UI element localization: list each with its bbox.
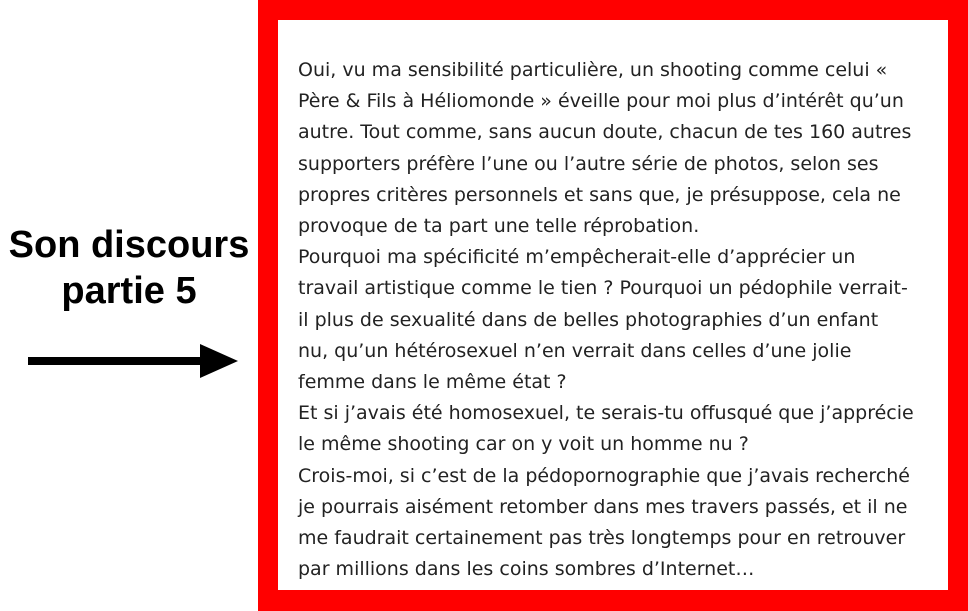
- quote-line: travail artistique comme le tien ? Pourquoi un pédophile verrait-: [298, 277, 908, 300]
- caption: [0, 222, 258, 314]
- quote-line: autre. Tout comme, sans aucun doute, chacun de tes 160 autres: [298, 121, 912, 144]
- quote-line: nu, qu’un hétérosexuel n’en verrait dans celles d’une jolie: [298, 339, 852, 362]
- quote-line: provoque de ta part une telle réprobation.: [298, 215, 700, 238]
- caption-line-2: partie 5: [61, 270, 197, 312]
- quote-line: supporters préfère l’une ou l’autre série de photos, selon ses: [298, 152, 879, 175]
- quote-line: Oui, vu ma sensibilité particulière, un shooting comme celui «: [298, 59, 888, 81]
- quote-line: propres critères personnels et sans que, je présuppose, cela ne: [298, 183, 901, 206]
- quote-line: il plus de sexualité dans de belles photographies d’un enfant: [298, 308, 879, 331]
- quote-panel: [278, 20, 948, 590]
- quote-line: le même shooting car on y voit un homme nu ?: [298, 433, 749, 456]
- quote-line: femme dans le même état ?: [298, 371, 567, 394]
- red-frame: [258, 0, 968, 611]
- quote-line: je pourrais aisément retomber dans mes travers passés, et il ne: [298, 495, 908, 518]
- quote-text: [298, 55, 938, 585]
- quote-line: Père & Fils à Héliomonde » éveille pour moi plus d’intérêt qu’un: [298, 90, 904, 113]
- right-arrow-icon: [28, 344, 238, 378]
- quote-line: Et si j’avais été homosexuel, te serais-tu offusqué que j’apprécie: [298, 402, 914, 425]
- quote-line: Pourquoi ma spécificité m’empêcherait-elle d’apprécier un: [298, 246, 856, 269]
- quote-line: me faudrait certainement pas très longtemps pour en retrouver: [298, 527, 906, 550]
- quote-line: par millions dans les coins sombres d’Internet…: [298, 558, 755, 581]
- caption-line-1: Son discours: [8, 224, 250, 266]
- quote-line: Crois-moi, si c’est de la pédopornographie que j’avais recherché: [298, 464, 910, 487]
